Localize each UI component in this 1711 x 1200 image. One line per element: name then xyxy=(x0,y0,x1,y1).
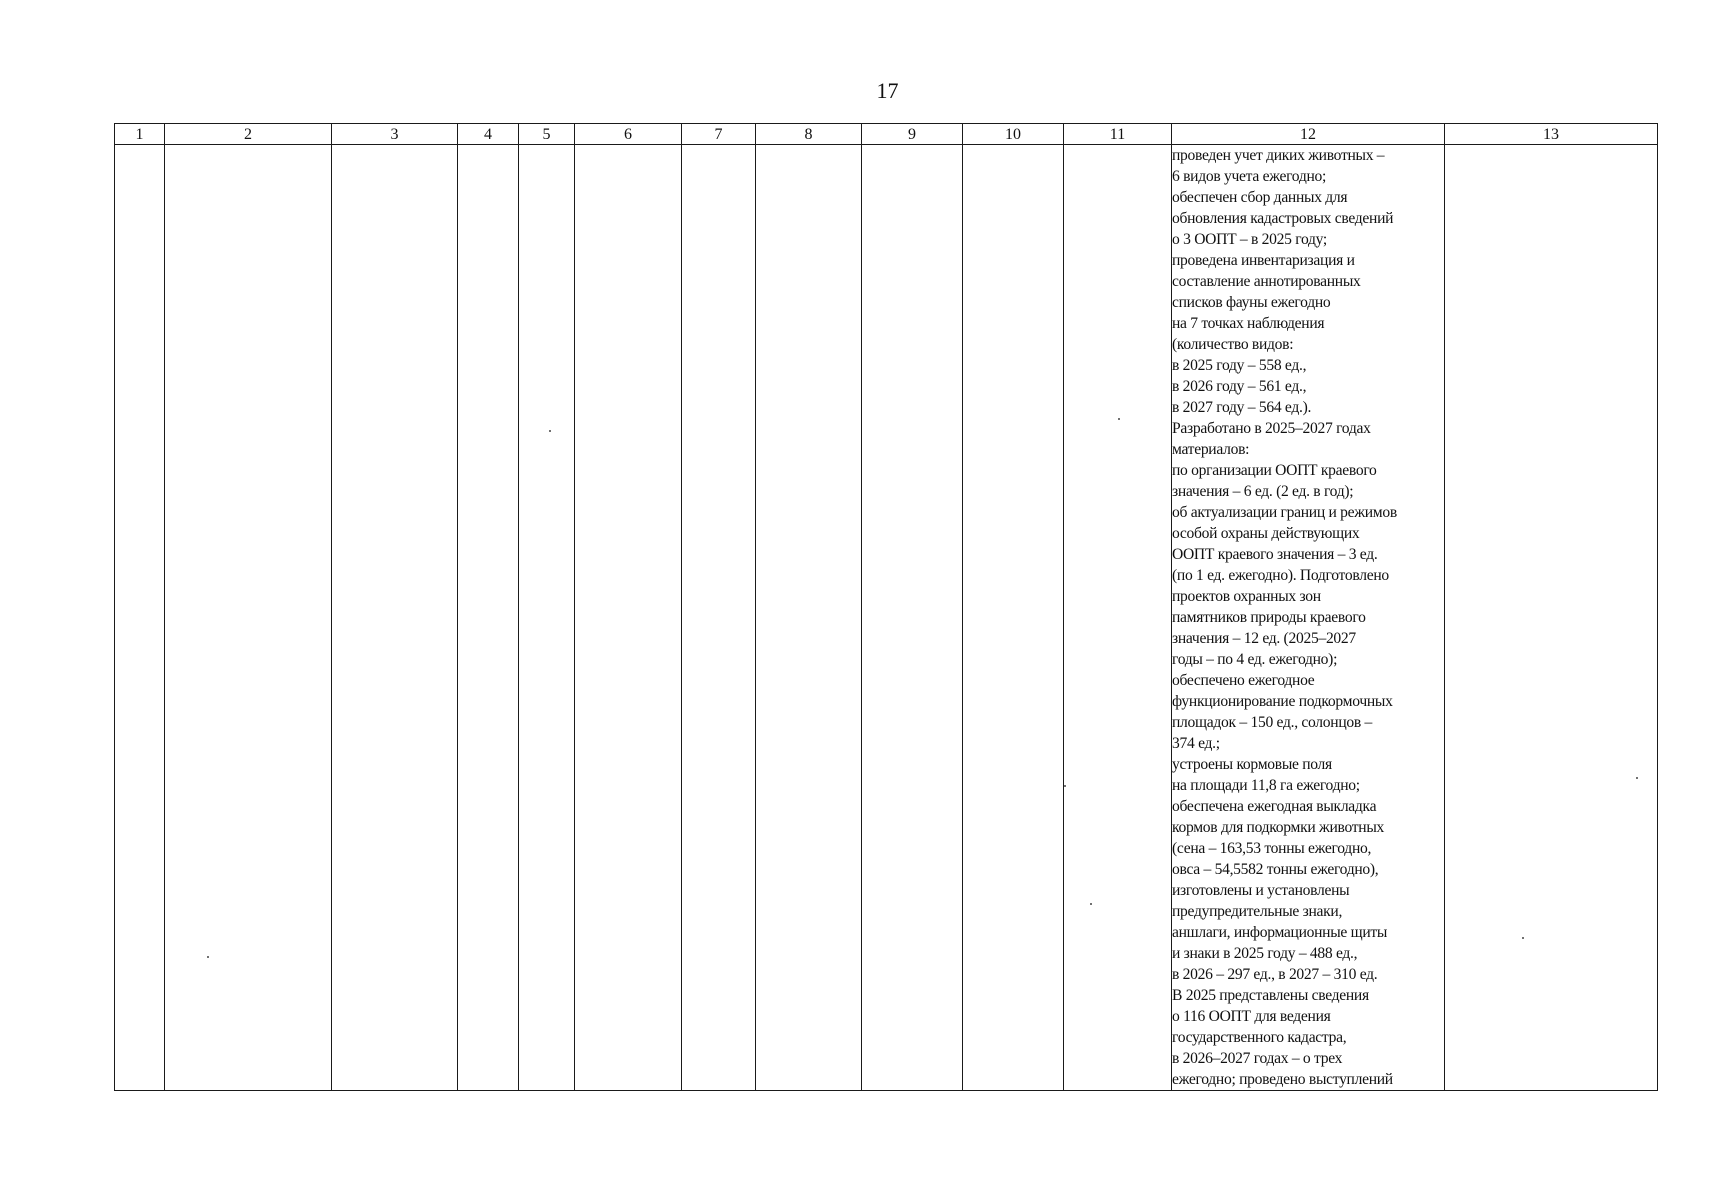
column-12-text-line: 374 ед.; xyxy=(1172,735,1220,752)
column-header-4: 4 xyxy=(458,124,519,145)
column-12-text-line: значения – 12 ед. (2025–2027 xyxy=(1172,630,1356,647)
column-12-text-line: в 2025 году – 558 ед., xyxy=(1172,357,1307,374)
column-12-text-line: обеспечен сбор данных для xyxy=(1172,189,1348,206)
column-12-text-line: обеспечено ежегодное xyxy=(1172,672,1315,689)
column-12-text-line: об актуализации границ и режимов xyxy=(1172,504,1397,521)
column-header-5: 5 xyxy=(519,124,575,145)
column-12-text-line: (сена – 163,53 тонны ежегодно, xyxy=(1172,840,1372,857)
cell-col-3 xyxy=(332,145,458,1091)
scan-speck xyxy=(1090,903,1092,905)
cell-col-2 xyxy=(165,145,332,1091)
program-measures-table xyxy=(114,123,1658,1091)
column-12-text-line: в 2026–2027 годах – о трех xyxy=(1172,1050,1343,1067)
column-12-text-line: устроены кормовые поля xyxy=(1172,756,1332,773)
scan-speck xyxy=(549,430,551,432)
column-12-text-line: о 116 ООПТ для ведения xyxy=(1172,1008,1331,1025)
column-12-text-line: ООПТ краевого значения – 3 ед. xyxy=(1172,546,1378,563)
column-header-7: 7 xyxy=(682,124,756,145)
column-header-11: 11 xyxy=(1064,124,1172,145)
column-12-text-line: проектов охранных зон xyxy=(1172,588,1321,605)
column-header-10: 10 xyxy=(963,124,1064,145)
column-12-text-line: по организации ООПТ краевого xyxy=(1172,462,1377,479)
scan-speck xyxy=(1636,777,1638,779)
column-12-text-line: государственного кадастра, xyxy=(1172,1029,1347,1046)
column-12-text-line: овса – 54,5582 тонны ежегодно), xyxy=(1172,861,1379,878)
column-12-text-line: годы – по 4 ед. ежегодно); xyxy=(1172,651,1338,668)
column-12-text-line: обеспечена ежегодная выкладка xyxy=(1172,798,1377,815)
column-12-text-line: значения – 6 ед. (2 ед. в год); xyxy=(1172,483,1354,500)
column-12-text-line: составление аннотированных xyxy=(1172,273,1361,290)
column-header-13: 13 xyxy=(1445,124,1658,145)
column-header-3: 3 xyxy=(332,124,458,145)
cell-col-9 xyxy=(862,145,963,1091)
column-12-text-line: предупредительные знаки, xyxy=(1172,903,1343,920)
column-12-text-line: особой охраны действующих xyxy=(1172,525,1360,542)
scan-speck xyxy=(1522,937,1524,939)
cell-col-1 xyxy=(115,145,165,1091)
column-12-text-line: о 3 ООПТ – в 2025 году; xyxy=(1172,231,1327,248)
column-header-6: 6 xyxy=(575,124,682,145)
column-12-text-line: Разработано в 2025–2027 годах xyxy=(1172,420,1371,437)
column-12-text-line: на площади 11,8 га ежегодно; xyxy=(1172,777,1360,794)
cell-col-12-results xyxy=(1172,145,1445,1091)
scan-speck xyxy=(207,956,209,958)
cell-col-8 xyxy=(756,145,862,1091)
column-12-text-line: кормов для подкормки животных xyxy=(1172,819,1385,836)
column-12-text-line: изготовлены и установлены xyxy=(1172,882,1350,899)
column-header-2: 2 xyxy=(165,124,332,145)
column-12-text-line: на 7 точках наблюдения xyxy=(1172,315,1325,332)
column-12-text-line: аншлаги, информационные щиты xyxy=(1172,924,1388,941)
column-number-row xyxy=(115,124,1658,145)
column-header-9: 9 xyxy=(862,124,963,145)
column-header-8: 8 xyxy=(756,124,862,145)
scan-speck xyxy=(1118,418,1120,420)
column-header-1: 1 xyxy=(115,124,165,145)
column-12-text-line: обновления кадастровых сведений xyxy=(1172,210,1394,227)
column-12-text-line: проведен учет диких животных – xyxy=(1172,147,1385,164)
column-12-text-line: 6 видов учета ежегодно; xyxy=(1172,168,1327,185)
column-12-text-line: ежегодно; проведено выступлений xyxy=(1172,1071,1393,1088)
table-row xyxy=(115,145,1658,1091)
scan-speck xyxy=(1064,785,1066,787)
column-12-text-line: В 2025 представлены сведения xyxy=(1172,987,1369,1004)
cell-col-6 xyxy=(575,145,682,1091)
column-12-text-line: в 2026 – 297 ед., в 2027 – 310 ед. xyxy=(1172,966,1378,983)
column-12-text-line: (по 1 ед. ежегодно). Подготовлено xyxy=(1172,567,1389,584)
cell-col-11 xyxy=(1064,145,1172,1091)
column-12-text-line: (количество видов: xyxy=(1172,336,1294,353)
column-12-text-line: площадок – 150 ед., солонцов – xyxy=(1172,714,1373,731)
column-12-text-line: функционирование подкормочных xyxy=(1172,693,1393,710)
cell-col-4 xyxy=(458,145,519,1091)
column-12-text-line: в 2027 году – 564 ед.). xyxy=(1172,399,1312,416)
cell-col-5 xyxy=(519,145,575,1091)
column-12-text-line: памятников природы краевого xyxy=(1172,609,1366,626)
column-12-text-line: списков фауны ежегодно xyxy=(1172,294,1331,311)
column-12-text-line: проведена инвентаризация и xyxy=(1172,252,1355,269)
column-12-text-line: в 2026 году – 561 ед., xyxy=(1172,378,1307,395)
cell-col-10 xyxy=(963,145,1064,1091)
page-number: 17 xyxy=(876,78,899,103)
cell-col-7 xyxy=(682,145,756,1091)
column-12-text-line: и знаки в 2025 году – 488 ед., xyxy=(1172,945,1358,962)
column-header-12: 12 xyxy=(1172,124,1445,145)
cell-col-13 xyxy=(1445,145,1658,1091)
column-12-text-line: материалов: xyxy=(1172,441,1250,458)
